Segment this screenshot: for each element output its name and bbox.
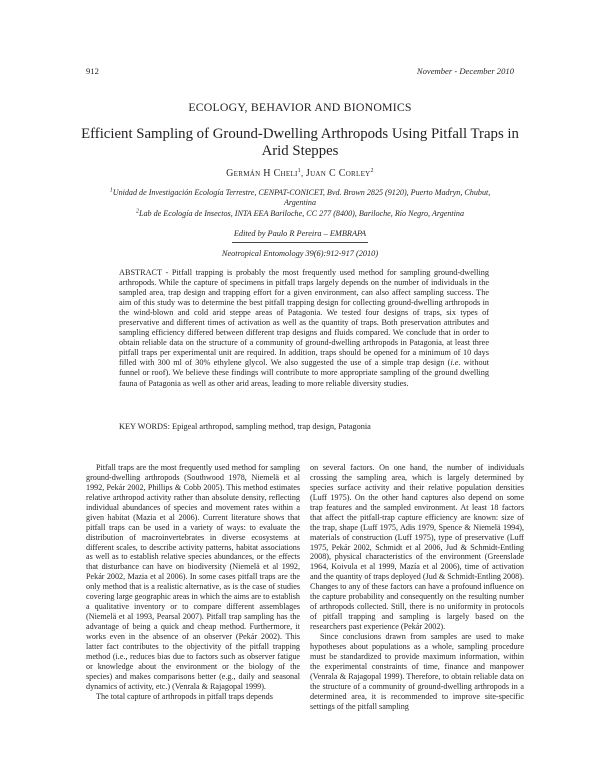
body-paragraph: The total capture of arthropods in pitfall traps depends	[96, 691, 273, 701]
body-column-right	[310, 463, 524, 711]
author-2-marker: 2	[370, 168, 374, 175]
author-1-marker: 1	[297, 168, 301, 175]
affiliation-2-marker: 2	[136, 207, 139, 214]
affiliation-2	[108, 209, 492, 219]
page-number: 912	[86, 66, 99, 76]
affiliations	[108, 188, 492, 219]
abstract-ie: i.e.	[450, 358, 461, 368]
affiliation-1-text: Unidad de Investigación Ecología Terrestre, CENPAT-CONICET, Bvd. Brown 2825 (9120), Puerto Madryn, Chubut, Argentina	[112, 188, 491, 208]
body-paragraph: on several factors. On one hand, the number of individuals crossing the sampling area, which is largely determined by species surface activity and their relative population densities (Luff 1975). On the other hand captures also depend on some trap features and the sampled environment. At least 18 factors that affect the pitfall-trap capture efficiency are known: size of the trap, shape (Luff 1975, Adis 1979, Spence & Niemelä 1994), materials of construction (Luff 1975), type of preservative (Luff 1975, Pekár 2002, Schmidt et al 2006, Jud & Schmidt-Entling 2008), physical characteristics of the environment (Greenslade 1964, Koivula et al 1999, Mazía et al 2006), time of activation and the quantity of traps deployed (Jud & Schmidt-Entling 2008). Changes to any of these factors can have a profound influence on the capture probability and consequently on the resulting number of arthropods collected. Still, there is no uniformity in protocols of pitfall trapping and sampling is largely based on the researchers past experience (Pekár 2002).	[310, 463, 524, 631]
authors	[60, 168, 540, 179]
abstract	[119, 268, 489, 389]
affiliation-1-marker: 1	[109, 187, 113, 194]
section-title: ECOLOGY, BEHAVIOR AND BIONOMICS	[188, 100, 412, 114]
keywords: KEY WORDS: Epigeal arthropod, sampling method, trap design, Patagonia	[119, 422, 371, 431]
abstract-text-end: without funnel or roof). We believe these findings will contribute to more appropriate sampling of the ground dwelling fauna of Patagonia as well as other arid areas, leading to more reliable diversity studies.	[119, 358, 489, 388]
journal-citation: Neotropical Entomology 39(6):912-917 (2010)	[221, 249, 379, 258]
running-head	[86, 66, 514, 80]
affiliation-2-text: Lab de Ecología de Insectos, INTA EEA Bariloche, CC 277 (8400), Bariloche, Río Negro, Argentina	[139, 208, 464, 218]
body-paragraph: Since conclusions drawn from samples are used to make hypotheses about populations as a whole, sampling procedure must be standardized to provide maximum information, within the experimental constraints of time, finance and manpower (Venrala & Rajagopal 1999). Therefore, to obtain reliable data on the structure of a community of ground-dwelling arthropods in a determined area, it is recommended to improve site-specific settings of the pitfall sampling	[310, 631, 524, 711]
affiliation-1	[108, 188, 492, 209]
divider-rule	[232, 242, 368, 243]
article-title: Efficient Sampling of Ground-Dwelling Arthropods Using Pitfall Traps in Arid Steppes	[81, 126, 519, 159]
author-2: Juan C Corley	[305, 168, 371, 179]
body-column-left	[86, 463, 300, 702]
issue-date: November - December 2010	[416, 66, 514, 76]
author-separator: ,	[300, 168, 306, 178]
author-1: Germán H Cheli	[226, 168, 298, 179]
body-paragraph: Pitfall traps are the most frequently used method for sampling ground-dwelling arthropods (Southwood 1978, Niemelä et al 1992, Pekár 2002, Phillips & Cobb 2005). This method estimates relative arthropod activity rather than absolute density, reflecting individual abundances of species and movement rates within a given habitat (Mazia et al 2006). Current literature shows that pitfall traps can be used in a variety of ways: to evaluate the distribution of macroinvertebrates in diverse ecosystems at different scales, to describe activity patterns, habitat associations as well as to establish relative species abundances, or the effects that disturbance can have on biodiversity (Niemelä et al 1992, Pekár 2002, Mazia et al 2006). In some cases pitfall traps are the only method that is a realistic alternative, as is the case of studies covering large geographic areas in which the aims are to establish a qualitative inventory or to compare different assemblages (Niemelä et al 1993, Pearsal 2007). Pitfall trap sampling has the advantage of being a quick and cheap method. Furthermore, it works even in the absence of an observer (Pekár 2002). This latter fact contributes to the objectivity of the pitfall trapping method (i.e., reduces bias due to factors such as observer fatigue or knowledge about the environment or the biology of the species) and makes comparisons better (e.g., daily and seasonal dynamics of activity, etc.) (Venrala & Rajagopal 1999).	[86, 463, 300, 691]
editor-note: Edited by Paulo R Pereira – EMBRAPA	[233, 229, 367, 238]
abstract-text: ABSTRACT - Pitfall trapping is probably the most frequently used method for sampling ground-dwelling arthropods. While the capture of specimens in pitfall traps largely depends on the number of individuals in the sampled area, trap design and trapping effort for a given environment, can also affect sampling success. The aim of this study was to determine the best pitfall trapping design for collecting ground-dwelling arthropods in the wind-blown and cold arid steppe areas of Patagonia. We tested four designs of traps, six types of preservative and different times of activation as well as the quantity of traps. Both preservation attributes and sampling efficiency differed between different trap designs and fluids compared. We conclude that in order to obtain reliable data on the structure of a community of ground-dwelling arthropods in Patagonia, at least three pitfall traps per experimental unit are required. In addition, traps should be opened for a minimum of 10 days filled with 300 ml of 30% ethylene glycol. We also suggested the use of a simple trap design (	[119, 268, 489, 368]
